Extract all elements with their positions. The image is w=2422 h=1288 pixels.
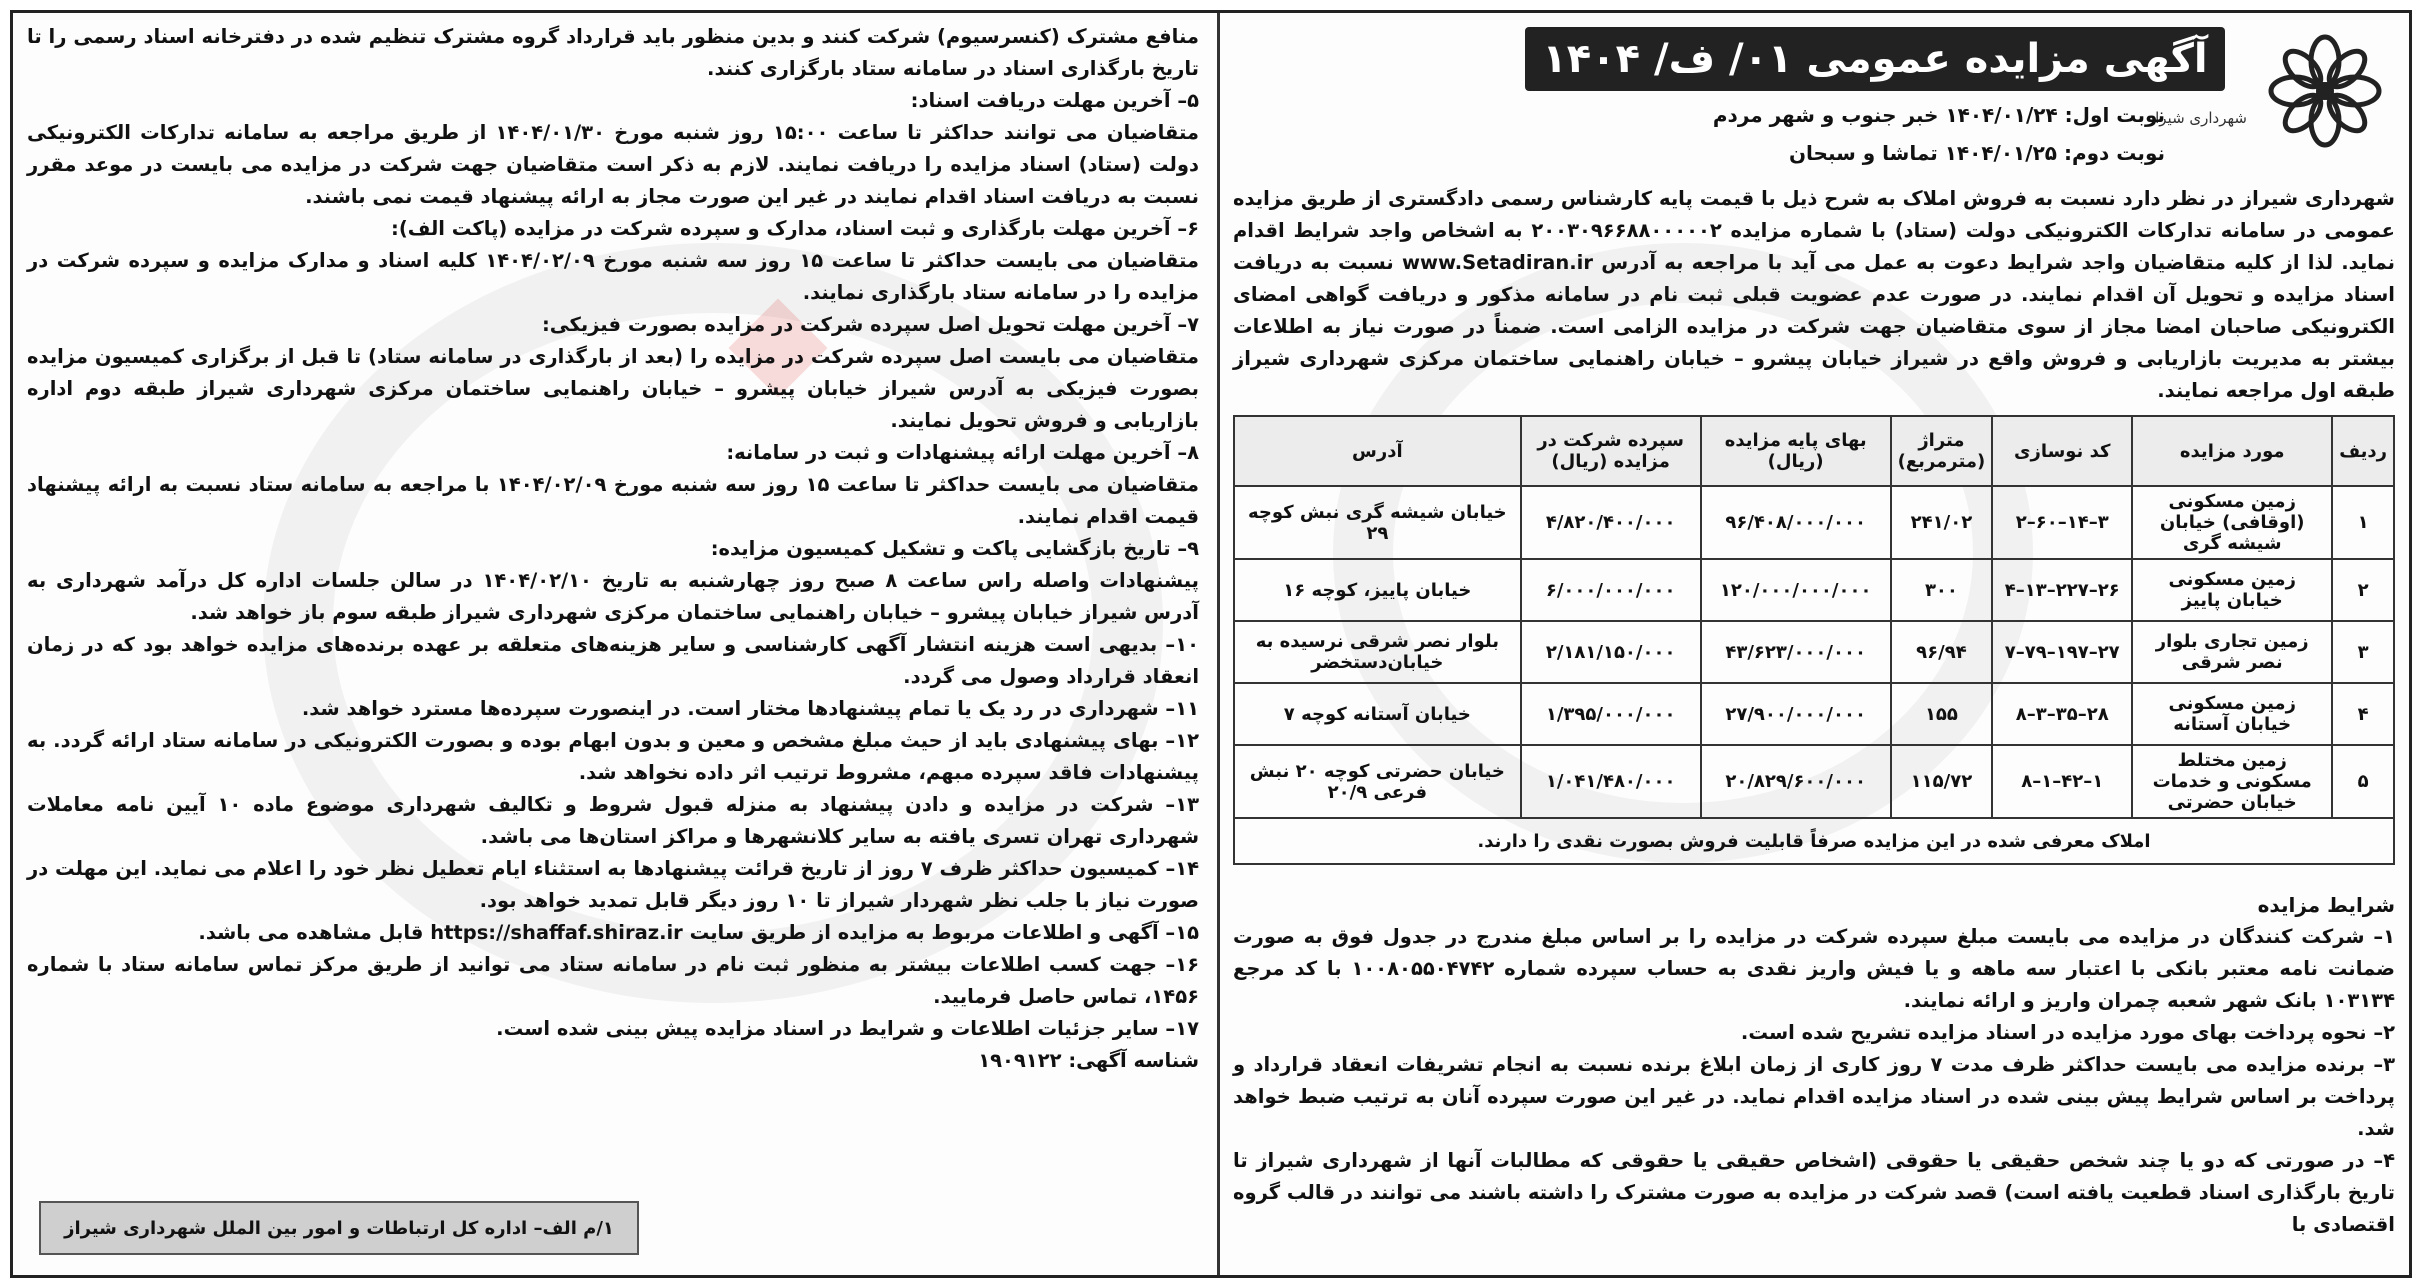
left-paragraph: ۷– آخرین مهلت تحویل اصل سپرده شرکت در مزایده بصورت فیزیکی: xyxy=(541,313,1199,336)
ad-header xyxy=(1233,21,2395,181)
left-paragraph: پیشنهادات واصله راس ساعت ۸ صبح روز چهارشنبه به تاریخ ۱۴۰۴/۰۲/۱۰ در سالن جلسات اداره کل درآمد شهرداری به آدرس شیراز خیابان پیشرو – خیابان راهنمایی ساختمان مرکزی شهرداری شیراز طبقه سوم باز خواهد شد. xyxy=(27,569,1199,624)
col-header-item: مورد مزایده xyxy=(2132,416,2332,486)
table-row xyxy=(1234,683,2394,745)
col-header-area: متراژ (مترمربع) xyxy=(1891,416,1993,486)
left-paragraph: ۱۴– کمیسیون حداکثر ظرف ۷ روز از تاریخ قرائت پیشنهادها به استثناء ایام تعطیل نظر خود را اعلام می نماید. این مهلت در صورت نیاز با جلب نظر شهردار شیراز تا ۱۰ روز دیگر قابل تمدید خواهد بود. xyxy=(27,857,1200,912)
auction-items-table xyxy=(1233,415,2395,865)
left-column xyxy=(13,13,1213,1275)
publisher-footer: ۱/م الف– اداره کل ارتباطات و امور بین الملل شهرداری شیراز xyxy=(39,1201,639,1255)
left-paragraph: متقاضیان می توانند حداکثر تا ساعت ۱۵:۰۰ روز شنبه مورخ ۱۴۰۴/۰۱/۳۰ از طریق مراجعه به سامانه تدارکات الکترونیکی دولت (ستاد) اسناد مزایده را دریافت نمایند. لازم به ذکر است متقاضیان جهت شرکت در مزایده می بایست در موعد مقرر نسبت به دریافت اسناد اقدام نمایند در غیر این صورت مجاز به ارائه پیشنهاد قیمت نمی باشند. xyxy=(27,121,1200,208)
cell-base-price: ۹۶/۴۰۸/۰۰۰/۰۰۰ xyxy=(1701,486,1891,559)
cell-base-price: ۱۲۰/۰۰۰/۰۰۰/۰۰۰ xyxy=(1701,559,1891,621)
left-paragraph: متقاضیان می بایست حداکثر تا ساعت ۱۵ روز سه شنبه مورخ ۱۴۰۴/۰۲/۰۹ با مراجعه به سامانه ستاد نسبت به ارائه پیشنهاد قیمت اقدام نمایند. xyxy=(27,473,1199,528)
condition-item: ۲– نحوه پرداخت بهای مورد مزایده در اسناد مزایده تشریح شده است. xyxy=(1740,1021,2395,1044)
condition-item: ۳– برنده مزایده می بایست حداکثر ظرف مدت ۷ روز کاری از زمان ابلاغ برنده نسبت به انجام تشریفات انعقاد قرارداد و پرداخت بر اساس شرایط پیش بینی شده در اسناد مزایده اقدام نماید. در غیر این صورت سپرده آنان به ترتیب ضبط خواهد شد. xyxy=(1233,1053,2395,1140)
cell-item: زمین مختلط مسکونی و خدمات خیابان حضرتی xyxy=(2132,745,2332,818)
cell-address: بلوار نصر شرقی نرسیده به خیابان‌دستخضر xyxy=(1234,621,1521,683)
logo-caption: شهرداری شیراز xyxy=(2147,109,2247,127)
intro-paragraph: شهرداری شیراز در نظر دارد نسبت به فروش املاک به شرح ذیل با قیمت پایه کارشناس رسمی دادگستری از طریق مزایده عمومی در سامانه تدارکات الکترونیکی دولت (ستاد) با شماره مزایده ۲۰۰۳۰۹۶۶۸۸۰۰۰۰۰۲ به اشخاص واجد شرایط اقدام نماید. لذا از کلیه متقاضیان واجد شرایط دعوت به عمل می آید با مراجعه به آدرس www.Setadiran.ir نسبت به دریافت اسناد مزایده و تحویل آن اقدام نمایند. در صورت عدم عضویت قبلی ثبت نام در سامانه مذکور و دریافت گواهی امضای الکترونیکی صاحبان امضا مجاز از سوی متقاضیان جهت شرکت در مزایده الزامی است. ضمناً در صورت نیاز به اطلاعات بیشتر به مدیریت بازاریابی و فروش واقع در شیراز خیابان پیشرو – خیابان راهنمایی ساختمان مرکزی شهرداری شیراز طبقه اول مراجعه نمایند. xyxy=(1233,187,2395,402)
left-paragraph: ۸– آخرین مهلت ارائه پیشنهادات و ثبت در سامانه: xyxy=(726,441,1199,464)
cell-row-number: ۵ xyxy=(2332,745,2394,818)
left-paragraph: ۱۳– شرکت در مزایده و دادن پیشنهاد به منزله قبول شروط و تکالیف شهرداری موضوع ماده ۱۰ آیین نامه معاملات شهرداری تهران تسری یافته به سایر کلانشهرها و مراکز استان‌ها می باشد. xyxy=(27,793,1199,848)
cell-area: ۱۵۵ xyxy=(1891,683,1993,745)
newspaper-ad-page xyxy=(10,10,2412,1278)
right-column xyxy=(1219,13,2409,1275)
conditions-heading: شرایط مزایده xyxy=(2257,893,2395,917)
table-row xyxy=(1234,486,2394,559)
cell-area: ۱۱۵/۷۲ xyxy=(1891,745,1993,818)
cell-deposit: ۶/۰۰۰/۰۰۰/۰۰۰ xyxy=(1521,559,1701,621)
cell-code: ۲۷–۱۹۷–۷۹–۷ xyxy=(1992,621,2132,683)
cell-row-number: ۲ xyxy=(2332,559,2394,621)
cell-base-price: ۴۳/۶۲۳/۰۰۰/۰۰۰ xyxy=(1701,621,1891,683)
cell-base-price: ۲۰/۸۲۹/۶۰۰/۰۰۰ xyxy=(1701,745,1891,818)
cell-row-number: ۱ xyxy=(2332,486,2394,559)
cell-area: ۲۴۱/۰۲ xyxy=(1891,486,1993,559)
cell-deposit: ۱/۰۴۱/۴۸۰/۰۰۰ xyxy=(1521,745,1701,818)
table-row xyxy=(1234,745,2394,818)
cell-code: ۳–۱۴–۶۰–۲ xyxy=(1992,486,2132,559)
table-row xyxy=(1234,559,2394,621)
cell-deposit: ۱/۳۹۵/۰۰۰/۰۰۰ xyxy=(1521,683,1701,745)
left-paragraph: ۹– تاریخ بازگشایی پاکت و تشکیل کمیسیون مزایده: xyxy=(710,537,1199,560)
cell-address: خیابان آستانه کوچه ۷ xyxy=(1234,683,1521,745)
cell-deposit: ۴/۸۲۰/۴۰۰/۰۰۰ xyxy=(1521,486,1701,559)
left-paragraph: ۵– آخرین مهلت دریافت اسناد: xyxy=(910,89,1199,112)
cell-code: ۲۶–۲۲۷–۱۳–۴ xyxy=(1992,559,2132,621)
cell-row-number: ۳ xyxy=(2332,621,2394,683)
cell-item: زمین تجاری بلوار نصر شرقی xyxy=(2132,621,2332,683)
left-paragraph: ۱۶– جهت کسب اطلاعات بیشتر به منظور ثبت نام در سامانه ستاد می توانید از طریق مرکز تماس سامانه ستاد با شماره ۱۴۵۶، تماس حاصل فرمایید. xyxy=(27,953,1199,1008)
cell-area: ۳۰۰ xyxy=(1891,559,1993,621)
cell-address: خیابان شیشه گری نبش کوچه ۲۹ xyxy=(1234,486,1521,559)
col-header-deposit: سپرده شرکت در مزایده (ریال) xyxy=(1521,416,1701,486)
table-row xyxy=(1234,621,2394,683)
ad-title: آگهی مزایده عمومی ۰۱/ ف/ ۱۴۰۴ xyxy=(1525,27,2225,91)
col-header-row-number: ردیف xyxy=(2332,416,2394,486)
left-paragraph: ۱۰– بدیهی است هزینه انتشار آگهی کارشناسی و سایر هزینه‌های متعلقه بر عهده برنده‌های مزایده خواهد بود که در زمان انعقاد قرارداد وصول می گردد. xyxy=(27,633,1199,688)
cell-item: زمین مسکونی خیابان پاییز xyxy=(2132,559,2332,621)
table-note-row xyxy=(1234,818,2394,864)
condition-item: ۴– در صورتی که دو یا چند شخص حقیقی یا حقوقی (اشخاص حقیقی یا حقوقی که مطالبات آنها از شهرداری شیراز تا تاریخ بارگذاری اسناد قطعیت یافته است) قصد شرکت در مزایده به صورت مشترک را داشته باشند می توانند در قالب گروه اقتصادی با xyxy=(1233,1149,2395,1236)
cell-address: خیابان پاییز، کوچه ۱۶ xyxy=(1234,559,1521,621)
table-note: املاک معرفی شده در این مزایده صرفاً قابلیت فروش بصورت نقدی را دارند. xyxy=(1234,818,2394,864)
condition-item: ۱– شرکت کنندگان در مزایده می بایست مبلغ سپرده شرکت در مزایده را بر اساس مبلغ مندرج در جدول فوق به صورت ضمانت نامه معتبر بانکی با اعتبار سه ماهه و یا فیش واریز نقدی به حساب سپرده شماره ۱۰۰۸۰۵۵۰۴۷۴۲ با کد مرجع ۱۰۳۱۳۴ بانک شهر شعبه چمران واریز و ارائه نمایند. xyxy=(1233,925,2395,1012)
left-paragraph: متقاضیان می بایست اصل سپرده شرکت در مزایده را (بعد از بارگذاری در سامانه ستاد) تا قبل از برگزاری کمیسیون مزایده بصورت فیزیکی به آدرس شیراز خیابان پیشرو – خیابان راهنمایی ساختمان مرکزی شهرداری شیراز طبقه دوم اداره بازاریابی و فروش تحویل نمایند. xyxy=(27,345,1199,432)
notice-first: نوبت اول: ۱۴۰۴/۰۱/۲۴ خبر جنوب و شهر مردم xyxy=(1712,103,2165,127)
cell-area: ۹۶/۹۴ xyxy=(1891,621,1993,683)
left-paragraph: ۶– آخرین مهلت بارگذاری و ثبت اسناد، مدارک و سپرده شرکت در مزایده (پاکت الف): xyxy=(391,217,1199,240)
left-paragraph: ۱۷– سایر جزئیات اطلاعات و شرایط در اسناد مزایده پیش بینی شده است. xyxy=(496,1017,1199,1040)
left-paragraph: ۱۱– شهرداری در رد یک یا تمام پیشنهادها مختار است. در اینصورت سپرده‌ها مسترد خواهد شد. xyxy=(301,697,1199,720)
col-header-renovation-code: کد نوسازی xyxy=(1992,416,2132,486)
cell-row-number: ۴ xyxy=(2332,683,2394,745)
cell-code: ۲۸–۳۵–۳–۸ xyxy=(1992,683,2132,745)
cell-item: زمین مسکونی (اوقافی) خیابان شیشه گری xyxy=(2132,486,2332,559)
col-header-base-price: بهای پایه مزایده (ریال) xyxy=(1701,416,1891,486)
cell-item: زمین مسکونی خیابان آستانه xyxy=(2132,683,2332,745)
cell-address: خیابان حضرتی کوچه ۲۰ نبش فرعی ۲۰/۹ xyxy=(1234,745,1521,818)
municipality-logo-icon xyxy=(2265,31,2385,151)
table-header-row xyxy=(1234,416,2394,486)
cell-deposit: ۲/۱۸۱/۱۵۰/۰۰۰ xyxy=(1521,621,1701,683)
cell-base-price: ۲۷/۹۰۰/۰۰۰/۰۰۰ xyxy=(1701,683,1891,745)
left-paragraph: متقاضیان می بایست حداکثر تا ساعت ۱۵ روز سه شنبه مورخ ۱۴۰۴/۰۲/۰۹ کلیه اسناد و مدارک مزایده و سپرده شرکت در مزایده را در سامانه ستاد بارگذاری نمایند. xyxy=(27,249,1199,304)
col-header-address: آدرس xyxy=(1234,416,1521,486)
ad-id: شناسه آگهی: ۱۹۰۹۱۲۲ xyxy=(978,1049,1199,1072)
left-paragraph: منافع مشترک (کنسرسیوم) شرکت کنند و بدین منظور باید قرارداد گروه مشترک تنظیم شده در دفترخانه اسناد رسمی را تا تاریخ بارگذاری اسناد در سامانه ستاد بارگزاری کنند. xyxy=(27,25,1199,80)
left-paragraph: ۱۵– آگهی و اطلاعات مربوط به مزایده از طریق سایت https://shaffaf.shiraz.ir قابل مشاهده می باشد. xyxy=(198,921,1199,944)
notice-second: نوبت دوم: ۱۴۰۴/۰۱/۲۵ تماشا و سبحان xyxy=(1788,141,2165,165)
left-paragraph: ۱۲– بهای پیشنهادی باید از حیث مبلغ مشخص و معین و بدون ابهام بوده و بصورت الکترونیکی در سامانه ستاد ارائه گردد. به پیشنهادات فاقد سپرده مبهم، مشروط ترتیب اثر داده نخواهد شد. xyxy=(27,729,1199,784)
cell-code: ۱–۴۲–۱–۸ xyxy=(1992,745,2132,818)
